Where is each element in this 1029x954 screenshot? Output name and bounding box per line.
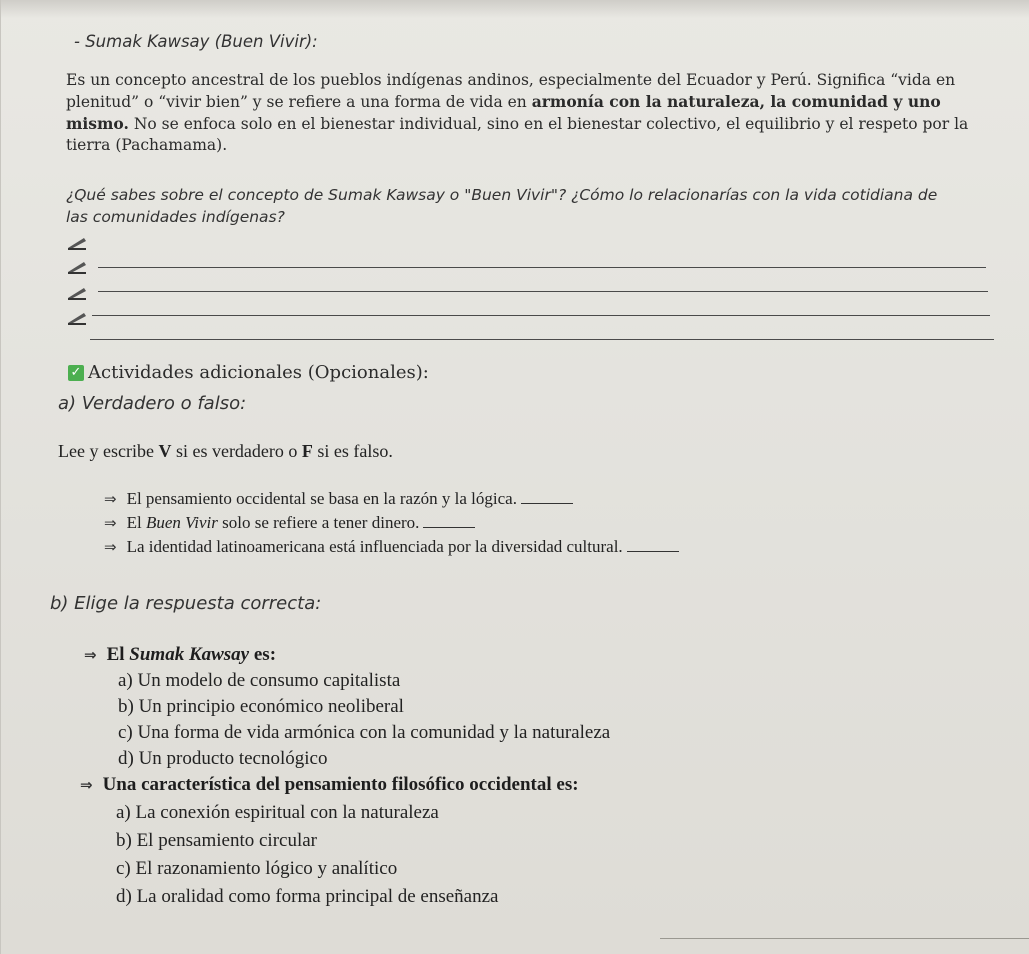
statement-italic: Buen Vivir — [145, 513, 218, 532]
intro-bold-self: mismo. — [66, 114, 129, 133]
pencil-icon — [66, 260, 88, 274]
question-text: El — [106, 644, 130, 665]
mc-option[interactable]: a) La conexión espiritual con la naturaleza — [116, 802, 439, 823]
tf-answer-blank-2[interactable] — [423, 513, 475, 528]
tf-statement-1 — [104, 489, 573, 509]
question-line-2: las comunidades indígenas? — [66, 208, 285, 226]
instruction-v: V — [158, 441, 172, 461]
pencil-icon — [66, 311, 88, 325]
mc-option[interactable]: b) Un principio económico neoliberal — [118, 696, 404, 717]
answer-line-4[interactable] — [90, 339, 994, 340]
intro-line-3-text: No se enfoca solo en el bienestar individual, sino en el bienestar colectivo, el equilibrio y el respeto por la — [128, 115, 969, 133]
answer-line-1[interactable] — [98, 267, 986, 268]
mc-option[interactable]: c) El razonamiento lógico y analítico — [116, 858, 398, 879]
mc-option[interactable]: b) El pensamiento circular — [116, 830, 318, 851]
answer-line-2[interactable] — [98, 291, 988, 292]
instruction-text: si es verdadero o — [171, 441, 302, 461]
question-text: es: — [249, 644, 277, 665]
intro-bold-harmony: armonía con la naturaleza, la comunidad y uno — [531, 92, 941, 111]
intro-line-2 — [66, 91, 996, 113]
mc-question-2 — [80, 774, 579, 796]
double-arrow-icon: ⇒ — [80, 776, 93, 794]
tf-statement-3 — [104, 537, 679, 557]
page-left-edge — [0, 0, 1, 954]
double-arrow-icon: ⇒ — [84, 646, 97, 664]
statement-text: La identidad latinoamericana está influenciada por la diversidad cultural. — [126, 537, 623, 556]
statement-text: El — [126, 513, 146, 532]
pencil-icon — [66, 236, 88, 250]
tf-answer-blank-3[interactable] — [627, 537, 679, 552]
mc-option[interactable]: d) Un producto tecnológico — [118, 748, 328, 769]
check-box-icon: ✓ — [68, 365, 84, 381]
instruction-f: F — [301, 441, 313, 461]
mc-option[interactable]: d) La oralidad como forma principal de enseñanza — [116, 886, 499, 907]
section-title: - Sumak Kawsay (Buen Vivir): — [74, 32, 318, 51]
intro-line-2-text: plenitud” o “vivir bien” y se refiere a una forma de vida en — [66, 93, 532, 111]
part-a-title: a) Verdadero o falso: — [58, 393, 247, 414]
instruction-text: Lee y escribe — [58, 441, 159, 461]
intro-paragraph — [66, 70, 996, 156]
question-italic: Sumak Kawsay — [129, 644, 250, 665]
mc-question-1 — [84, 644, 276, 666]
intro-line-1: Es un concepto ancestral de los pueblos indígenas andinos, especialmente del Ecuador y Perú. Significa “vida en — [66, 71, 956, 89]
statement-text: El pensamiento occidental se basa en la razón y la lógica. — [126, 489, 517, 508]
mc-option[interactable]: c) Una forma de vida armónica con la comunidad y la naturaleza — [118, 722, 611, 743]
pencil-icon — [66, 286, 88, 300]
question-text: Una característica del pensamiento filosófico occidental es: — [102, 774, 579, 795]
answer-line-3[interactable] — [92, 315, 990, 316]
intro-line-3 — [66, 113, 996, 135]
double-arrow-icon: ⇒ — [104, 490, 117, 508]
page-top-shadow — [0, 0, 1029, 18]
tf-statement-2 — [104, 513, 475, 533]
instruction-text: si es falso. — [312, 441, 393, 461]
part-a-instruction — [58, 441, 393, 462]
part-b-title: b) Elige la respuesta correcta: — [50, 593, 322, 614]
double-arrow-icon: ⇒ — [104, 538, 117, 556]
reflection-question — [66, 184, 996, 228]
statement-text: solo se refiere a tener dinero. — [217, 513, 420, 532]
activities-title: Actividades adicionales (Opcionales): — [88, 362, 429, 383]
mc-option[interactable]: a) Un modelo de consumo capitalista — [118, 670, 401, 691]
question-line-1: ¿Qué sabes sobre el concepto de Sumak Kawsay o "Buen Vivir"? ¿Cómo lo relacionarías con la vida cotidiana de — [66, 186, 938, 204]
tf-answer-blank-1[interactable] — [521, 489, 573, 504]
intro-line-4: tierra (Pachamama). — [66, 136, 228, 154]
page-bottom-rule — [660, 938, 1029, 939]
double-arrow-icon: ⇒ — [104, 514, 117, 532]
